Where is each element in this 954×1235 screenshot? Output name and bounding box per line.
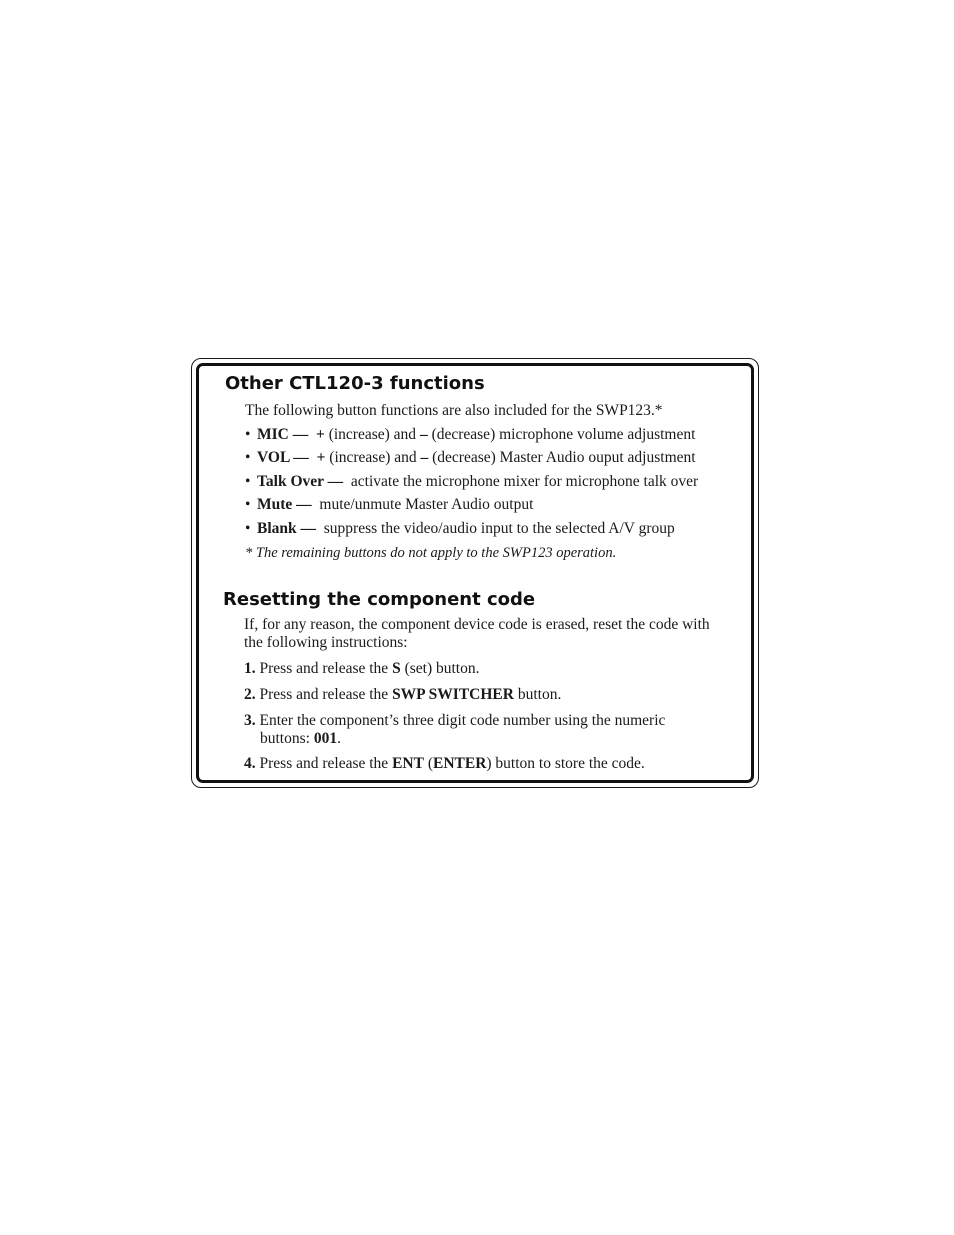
list-item-vol: • VOL — + (increase) and – (decrease) Master Audio ouput adjustment xyxy=(245,449,696,466)
bullet: • xyxy=(245,449,251,466)
bullet: • xyxy=(245,520,251,537)
list-item-mute: • Mute — mute/unmute Master Audio output xyxy=(245,496,534,513)
section1-intro: The following button functions are also included for the SWP123.* xyxy=(245,402,663,419)
bullet: • xyxy=(245,496,251,513)
step-2: 2. Press and release the SWP SWITCHER button. xyxy=(244,686,562,703)
bullet: • xyxy=(245,473,251,490)
step-1: 1. Press and release the S (set) button. xyxy=(244,660,480,677)
list-item-mic: • MIC — + (increase) and – (decrease) microphone volume adjustment xyxy=(245,426,696,443)
step-3: 3. Enter the component’s three digit code number using the numeric xyxy=(244,712,666,729)
list-item-blank: • Blank — suppress the video/audio input to the selected A/V group xyxy=(245,520,675,537)
step-4: 4. Press and release the ENT (ENTER) button to store the code. xyxy=(244,755,645,772)
bullet: • xyxy=(245,426,251,443)
step-3-continued: buttons: 001. xyxy=(260,730,341,747)
section-title-resetting: Resetting the component code xyxy=(223,589,536,610)
section2-intro-line2: the following instructions: xyxy=(244,634,408,651)
section-title-other-functions: Other CTL120-3 functions xyxy=(225,373,485,394)
section2-intro-line1: If, for any reason, the component device code is erased, reset the code with xyxy=(244,616,710,633)
footnote: * The remaining buttons do not apply to the SWP123 operation. xyxy=(245,545,617,561)
list-item-talk-over: • Talk Over — activate the microphone mixer for microphone talk over xyxy=(245,473,699,490)
